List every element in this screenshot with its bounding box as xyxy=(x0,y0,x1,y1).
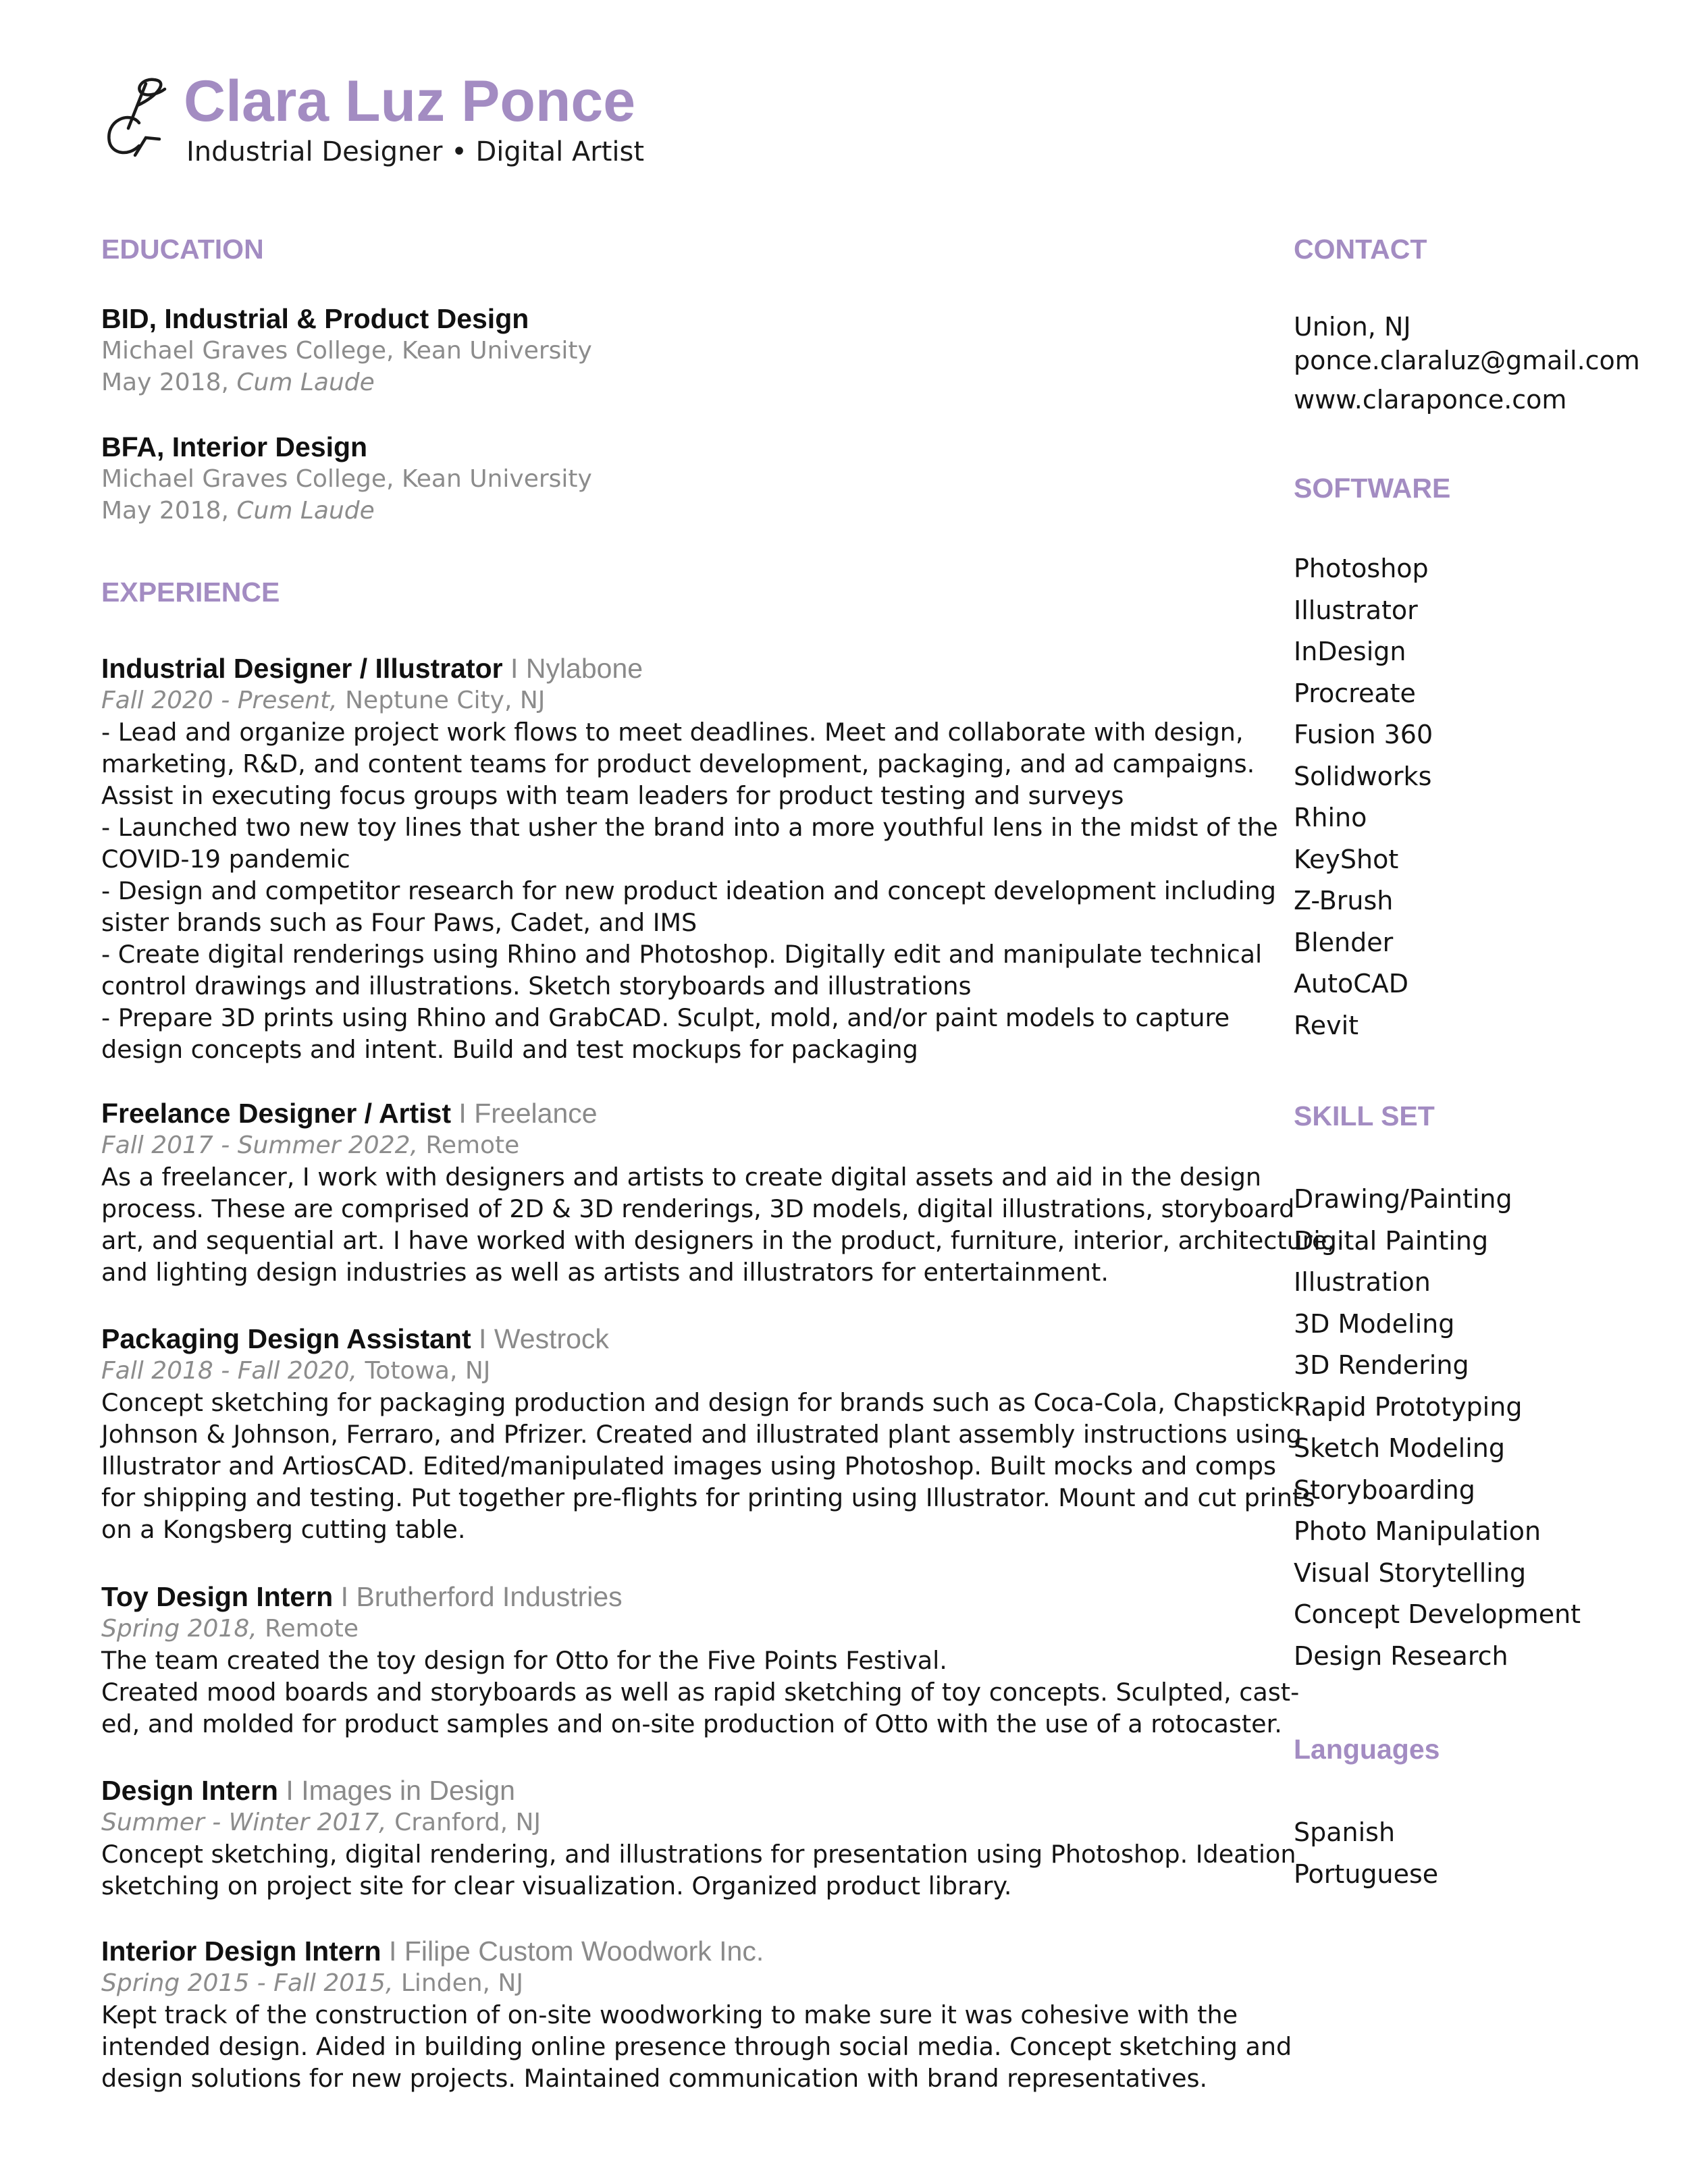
job-dates: Fall 2017 - Summer 2022, Remote xyxy=(101,1131,520,1159)
software-heading: SOFTWARE xyxy=(1294,473,1451,504)
list-item: Digital Painting xyxy=(1294,1225,1489,1256)
list-item: Photoshop xyxy=(1294,554,1429,583)
list-item: Fusion 360 xyxy=(1294,720,1433,749)
education-heading: EDUCATION xyxy=(101,234,264,265)
list-item: AutoCAD xyxy=(1294,969,1409,998)
list-item: Portuguese xyxy=(1294,1859,1439,1889)
job-description: Concept sketching, digital rendering, and illustrations for presentation using Photoshop. Ideation sketching on project site for clear visualization. Organized product library. xyxy=(101,1840,1296,1900)
list-item: KeyShot xyxy=(1294,844,1399,874)
school-name: Michael Graves College, Kean University xyxy=(101,337,592,365)
job-entry xyxy=(101,1098,1336,1288)
languages-heading: Languages xyxy=(1294,1734,1440,1765)
contact-website[interactable]: www.claraponce.com xyxy=(1294,385,1567,415)
job-description: The team created the toy design for Otto for the Five Points Festival. Created mood boards and storyboards as well as rapid sketching of toy concepts. Sculpted, cast- ed, and molded for product samples and on-site production of Otto with the use of a rotocaster. xyxy=(101,1646,1300,1738)
job-entry xyxy=(101,653,1310,1065)
contact-email[interactable]: ponce.claraluz@gmail.com xyxy=(1294,346,1640,375)
experience-heading: EXPERIENCE xyxy=(101,577,280,608)
graduation-date: May 2018, Cum Laude xyxy=(101,369,375,396)
job-description: Concept sketching for packaging production and design for brands such as Coca-Cola, Chapstick, Johnson & Johnson, Ferraro, and Pfrizer. Created and illustrated plant assembly instructions using Illustrator and ArtiosCAD. Edited/manipulated images using Photoshop. Built mocks and comps for shipping and testing. Put together pre-flights for printing using Illustrator. Mount and cut prints on a Kongsberg cutting table. xyxy=(101,1388,1315,1544)
software-list xyxy=(1294,548,1433,1046)
job-dates: Fall 2018 - Fall 2020, Totowa, NJ xyxy=(101,1357,491,1385)
job-title: Freelance Designer / Artist I Freelance xyxy=(101,1098,598,1129)
list-item: Illustrator xyxy=(1294,595,1418,625)
skills-heading: SKILL SET xyxy=(1294,1100,1435,1131)
list-item: Revit xyxy=(1294,1010,1359,1040)
job-title: Interior Design Intern I Filipe Custom Woodwork Inc. xyxy=(101,1936,764,1967)
list-item: 3D Rendering xyxy=(1294,1350,1469,1380)
company-name: Westrock xyxy=(494,1323,609,1354)
contact-details xyxy=(1294,310,1640,417)
company-name: Filipe Custom Woodwork Inc. xyxy=(404,1936,764,1967)
languages-list xyxy=(1294,1812,1438,1895)
list-item: Sketch Modeling xyxy=(1294,1433,1505,1463)
resume-subtitle: Industrial Designer • Digital Artist xyxy=(186,136,645,167)
job-title: Packaging Design Assistant I Westrock xyxy=(101,1323,609,1354)
company-name: Brutherford Industries xyxy=(356,1581,623,1612)
job-entry xyxy=(101,1775,1310,1902)
job-title: Industrial Designer / Illustrator I Nylabone xyxy=(101,653,643,684)
list-item: Design Research xyxy=(1294,1641,1508,1671)
job-entry xyxy=(101,1581,1310,1740)
list-item: Blender xyxy=(1294,927,1394,957)
job-title: Toy Design Intern I Brutherford Industries xyxy=(101,1581,623,1612)
clp-monogram-logo xyxy=(101,76,182,163)
job-title: Design Intern I Images in Design xyxy=(101,1775,515,1806)
list-item: Z-Brush xyxy=(1294,886,1394,915)
contact-location: Union, NJ xyxy=(1294,312,1411,342)
list-item: Visual Storytelling xyxy=(1294,1557,1527,1588)
resume-name: Clara Luz Ponce xyxy=(184,69,636,134)
job-description: As a freelancer, I work with designers and artists to create digital assets and aid in the design process. These are comprised of 2D & 3D renderings, 3D models, digital illustrations, storyboard art, and sequential art. I have worked with designers in the product, furniture, interior, architecture, and lighting design industries as well as artists and illustrators for entertainment. xyxy=(101,1163,1336,1287)
school-name: Michael Graves College, Kean University xyxy=(101,465,592,493)
degree-title: BFA, Interior Design xyxy=(101,431,368,462)
skills-list xyxy=(1294,1179,1581,1677)
graduation-date: May 2018, Cum Laude xyxy=(101,497,375,525)
job-dates: Spring 2018, Remote xyxy=(101,1615,359,1643)
job-entry xyxy=(101,1323,1315,1545)
list-item: Photo Manipulation xyxy=(1294,1516,1541,1546)
list-item: Drawing/Painting xyxy=(1294,1184,1512,1214)
contact-heading: CONTACT xyxy=(1294,234,1427,265)
degree-title: BID, Industrial & Product Design xyxy=(101,303,529,334)
list-item: Spanish xyxy=(1294,1817,1396,1847)
job-dates: Spring 2015 - Fall 2015, Linden, NJ xyxy=(101,1969,523,1997)
job-entry xyxy=(101,1936,1310,2094)
list-item: Rhino xyxy=(1294,803,1367,832)
list-item: Storyboarding xyxy=(1294,1474,1475,1505)
list-item: InDesign xyxy=(1294,637,1406,666)
list-item: Solidworks xyxy=(1294,761,1432,791)
job-description: - Lead and organize project work flows to meet deadlines. Meet and collaborate with design, marketing, R&D, and content teams for product development, packaging, and ad campaigns. Assist in executing focus groups with team leaders for product testing and surveys - Launched two new toy lines that usher the brand into a more youthful lens in the midst of the COVID-19 pandemic - Design and competitor research for new product ideation and concept development including sister brands such as Four Paws, Cadet, and IMS - Create digital renderings using Rhino and Photoshop. Digitally edit and manipulate technical control drawings and illustrations. Sketch storyboards and illustrations - Prepare 3D prints using Rhino and GrabCAD. Sculpt, mold, and/or paint models to capture design concepts and intent. Build and test mockups for packaging xyxy=(101,718,1278,1064)
list-item: Concept Development xyxy=(1294,1599,1581,1629)
company-name: Nylabone xyxy=(525,653,643,684)
list-item: Illustration xyxy=(1294,1267,1431,1297)
job-dates: Fall 2020 - Present, Neptune City, NJ xyxy=(101,687,546,714)
list-item: 3D Modeling xyxy=(1294,1308,1455,1339)
company-name: Images in Design xyxy=(301,1775,515,1806)
education-entry xyxy=(101,303,592,398)
education-entry xyxy=(101,431,592,527)
company-name: Freelance xyxy=(474,1098,598,1129)
job-description: Kept track of the construction of on-site woodworking to make sure it was cohesive with the intended design. Aided in building online presence through social media. Concept sketching and design solutions for new projects. Maintained communication with brand representatives. xyxy=(101,2000,1292,2093)
list-item: Rapid Prototyping xyxy=(1294,1391,1523,1422)
list-item: Procreate xyxy=(1294,678,1416,708)
job-dates: Summer - Winter 2017, Cranford, NJ xyxy=(101,1809,542,1836)
